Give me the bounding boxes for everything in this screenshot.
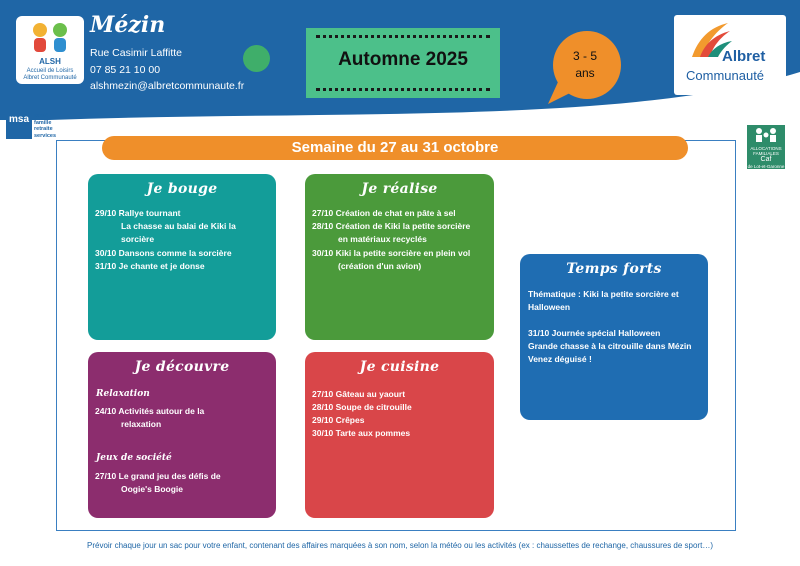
card-je-bouge	[88, 174, 276, 340]
activity-line: La chasse au balai de Kiki la	[121, 221, 236, 231]
card-je-cuisine	[305, 352, 494, 518]
msa-words	[34, 113, 56, 139]
decorative-dot	[243, 45, 270, 72]
card-title: Temps forts	[566, 261, 662, 277]
msa-word: services	[34, 132, 57, 139]
email: alshmezin@albretcommunaute.fr	[90, 80, 245, 92]
dash-top	[316, 35, 490, 38]
caf-text	[747, 146, 785, 169]
card-je-realise	[305, 174, 494, 340]
msa-mark: msa	[6, 113, 32, 139]
msa-word: santé	[34, 113, 49, 119]
activity-line: Halloween	[528, 302, 571, 312]
activity-line: Venez déguisé !	[528, 354, 592, 364]
caf-line2: FAMILIALES	[753, 151, 779, 156]
card-title: Je cuisine	[359, 359, 440, 375]
children-icon	[16, 16, 84, 60]
activity-line: 27/10 Création de chat en pâte à sel	[312, 208, 456, 218]
alsh-line1: Accueil de Loisirs	[26, 68, 74, 74]
site-name: Mézin	[90, 12, 166, 38]
card-temps-forts	[520, 254, 708, 420]
card-title: Je découvre	[134, 359, 230, 375]
msa-word: retraite	[34, 126, 53, 132]
season-title: Automne 2025	[338, 49, 468, 70]
age-line2: ans	[575, 66, 595, 80]
age-range	[548, 48, 622, 82]
subheading-jeux: Jeux de société	[96, 453, 172, 463]
card-title: Je bouge	[146, 181, 218, 197]
activity-line: 30/10 Tarte aux pommes	[312, 428, 411, 438]
phone: 07 85 21 10 00	[90, 64, 161, 76]
activity-line: relaxation	[121, 419, 162, 429]
activity-line: Oogie's Boogie	[121, 484, 183, 494]
age-line1: 3 - 5	[572, 49, 597, 63]
msa-word: famille	[34, 119, 52, 126]
activity-line: 29/10 Crêpes	[312, 415, 365, 425]
subheading-relaxation: Relaxation	[96, 389, 150, 399]
activity-line: sorcière	[121, 234, 155, 244]
week-title: Semaine du 27 au 31 octobre	[102, 136, 688, 160]
caf-line3: Caf	[760, 156, 772, 163]
activity-line: 28/10 Soupe de citrouille	[312, 402, 412, 412]
caf-line4: de Lot-et-Garonne	[747, 164, 785, 169]
alsh-line2: Albret Communauté	[23, 75, 77, 81]
season-box	[306, 28, 500, 98]
caf-figures-icon	[747, 125, 785, 145]
activity-line: 31/10 Je chante et je donse	[95, 261, 205, 271]
activity-line: 24/10 Activités autour de la	[95, 406, 205, 416]
activity-line: 28/10 Création de Kiki la petite sorcière	[312, 221, 471, 231]
alsh-word: ALSH	[39, 57, 61, 66]
activity-line: 27/10 Le grand jeu des défis de	[95, 471, 221, 481]
address: Rue Casimir Laffitte	[90, 47, 183, 59]
activity-line: 30/10 Kiki la petite sorcière en plein vol	[312, 248, 471, 258]
caf-line1: ALLOCATIONS	[750, 146, 782, 151]
activity-line: (création d'un avion)	[338, 261, 422, 271]
activity-line: Thématique : Kiki la petite sorcière et	[528, 289, 679, 299]
dash-bottom	[316, 88, 490, 91]
activity-line: 30/10 Dansons comme la sorcière	[95, 248, 232, 258]
activity-line: en matériaux recyclés	[338, 234, 427, 244]
activity-line: 27/10 Gâteau au yaourt	[312, 389, 406, 399]
footer-note: Prévoir chaque jour un sac pour votre enfant, contenant des affaires marquées à son nom, selon la météo ou les activités (ex : chaussettes de rechange, chaussures de sport…)	[87, 541, 713, 550]
albret-line2: Communauté	[686, 68, 765, 83]
card-je-decouvre	[88, 352, 276, 518]
activity-line: 31/10 Journée spécial Halloween	[528, 328, 661, 338]
msa-logo	[6, 113, 86, 143]
activity-line: 29/10 Rallye tournant	[95, 208, 181, 218]
card-title: Je réalise	[361, 181, 438, 197]
albret-line1: Albret	[722, 48, 766, 65]
alsh-logo	[16, 16, 84, 84]
activity-line: Grande chasse à la citrouille dans Mézin	[528, 341, 692, 351]
